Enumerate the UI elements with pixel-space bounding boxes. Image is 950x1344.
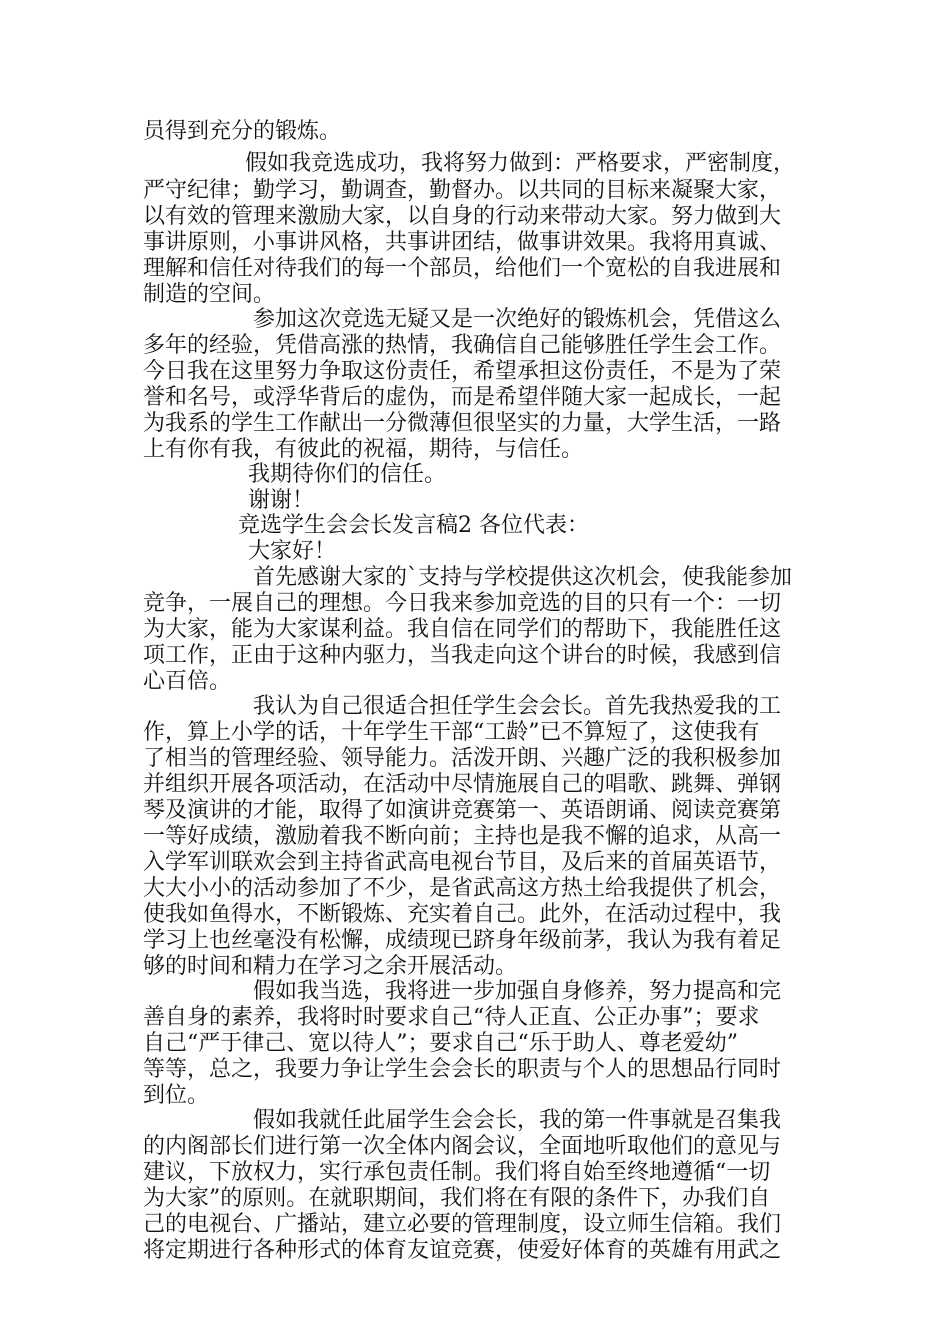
text-line: 誉和名号，或浮华背后的虚伪，而是希望伴随大家一起成长，一起 bbox=[143, 385, 782, 410]
text-line: 自己“严于律己、宽以待人”；要求自己“乐于助人、尊老爱幼” bbox=[143, 1031, 738, 1056]
text-line: 使我如鱼得水，不断锻炼、充实着自己。此外，在活动过程中，我 bbox=[143, 902, 782, 927]
text-line: 够的时间和精力在学习之余开展活动。 bbox=[143, 954, 518, 979]
text-line: 员得到充分的锻炼。 bbox=[143, 119, 342, 144]
text-line: 理解和信任对待我们的每一个部员，给他们一个宽松的自我进展和 bbox=[143, 256, 782, 281]
text-line: 以有效的管理来激励大家，以自身的行动来带动大家。努力做到大 bbox=[143, 204, 782, 229]
text-line: 谢谢！ bbox=[248, 488, 315, 513]
text-line: 上有你有我，有彼此的祝福，期待，与信任。 bbox=[143, 437, 584, 462]
text-line: 假如我竞选成功，我将努力做到：严格要求，严密制度， bbox=[245, 151, 796, 176]
text-line: 制造的空间。 bbox=[143, 282, 276, 307]
text-line: 为大家，能为大家谋利益。我自信在同学们的帮助下，我能胜任这 bbox=[143, 617, 782, 642]
text-line: 的内阁部长们进行第一次全体内阁会议，全面地听取他们的意见与 bbox=[143, 1134, 782, 1159]
text-line: 善自身的素养，我将时时要求自己“待人正直、公正办事”；要求 bbox=[143, 1005, 760, 1030]
text-line: 一等好成绩，激励着我不断向前；主持也是我不懈的追求，从高一 bbox=[143, 824, 782, 849]
text-line: 我认为自己很适合担任学生会会长。首先我热爱我的工 bbox=[253, 694, 782, 719]
text-line: 竞选学生会会长发言稿2 各位代表： bbox=[238, 513, 589, 538]
text-line: 今日我在这里努力争取这份责任，希望承担这份责任，不是为了荣 bbox=[143, 359, 782, 384]
text-line: 心百倍。 bbox=[143, 669, 232, 694]
text-line: 为大家”的原则。在就职期间，我们将在有限的条件下，办我们自 bbox=[143, 1186, 771, 1211]
text-line: 假如我就任此届学生会会长，我的第一件事就是召集我 bbox=[253, 1108, 782, 1133]
text-line: 建议，下放权力，实行承包责任制。我们将自始至终地遵循“一切 bbox=[143, 1160, 771, 1185]
text-line: 入学军训联欢会到主持省武高电视台节目，及后来的首届英语节， bbox=[143, 850, 782, 875]
text-line: 事讲原则，小事讲风格，共事讲团结，做事讲效果。我将用真诚、 bbox=[143, 230, 782, 255]
text-line: 竞争，一展自己的理想。今日我来参加竞选的目的只有一个：一切 bbox=[143, 591, 782, 616]
text-line: 将定期进行各种形式的体育友谊竞赛，使爱好体育的英雄有用武之 bbox=[143, 1238, 782, 1263]
text-line: 首先感谢大家的`支持与学校提供这次机会，使我能参加 bbox=[253, 565, 793, 590]
text-line: 到位。 bbox=[143, 1083, 210, 1108]
text-line: 为我系的学生工作献出一分微薄但很坚实的力量，大学生活，一路 bbox=[143, 411, 782, 436]
text-line: 学习上也丝毫没有松懈，成绩现已跻身年级前茅，我认为我有着足 bbox=[143, 928, 782, 953]
text-line: 我期待你们的信任。 bbox=[248, 462, 447, 487]
text-line: 假如我当选，我将进一步加强自身修养，努力提高和完 bbox=[253, 979, 782, 1004]
text-line: 严守纪律；勤学习，勤调查，勤督办。以共同的目标来凝聚大家， bbox=[143, 178, 782, 203]
text-line: 作，算上小学的话，十年学生干部“工龄”已不算短了，这使我有 bbox=[143, 720, 760, 745]
text-line: 项工作，正由于这种内驱力，当我走向这个讲台的时候，我感到信 bbox=[143, 643, 782, 668]
text-line: 多年的经验，凭借高涨的热情，我确信自己能够胜任学生会工作。 bbox=[143, 333, 782, 358]
text-line: 参加这次竞选无疑又是一次绝好的锻炼机会，凭借这么 bbox=[253, 307, 782, 332]
text-line: 等等，总之，我要力争让学生会会长的职责与个人的思想品行同时 bbox=[143, 1057, 782, 1082]
text-line: 了相当的管理经验、领导能力。活泼开朗、兴趣广泛的我积极参加 bbox=[143, 746, 782, 771]
text-line: 大大小小的活动参加了不少，是省武高这方热土给我提供了机会， bbox=[143, 876, 782, 901]
text-line: 琴及演讲的才能，取得了如演讲竞赛第一、英语朗诵、阅读竞赛第 bbox=[143, 798, 782, 823]
text-line: 己的电视台、广播站，建立必要的管理制度，设立师生信箱。我们 bbox=[143, 1212, 782, 1237]
text-line: 大家好！ bbox=[248, 539, 337, 564]
text-line: 并组织开展各项活动，在活动中尽情施展自己的唱歌、跳舞、弹钢 bbox=[143, 772, 782, 797]
